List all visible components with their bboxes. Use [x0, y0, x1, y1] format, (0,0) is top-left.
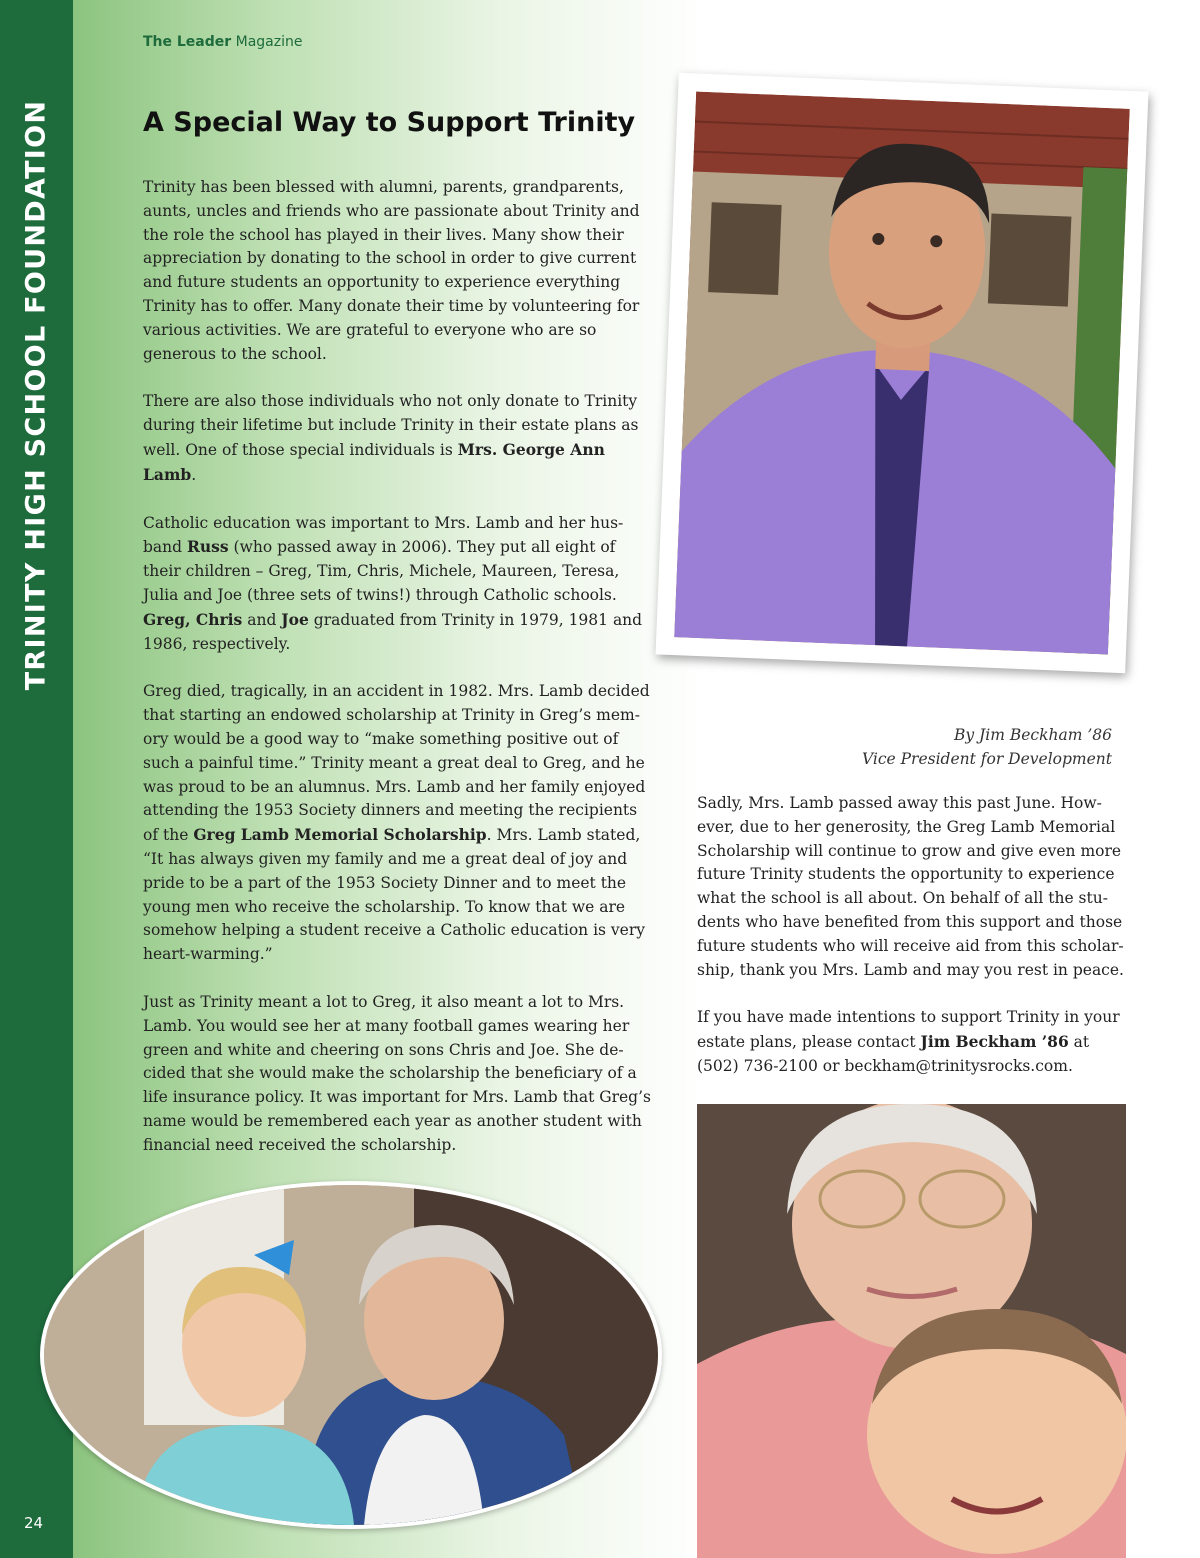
sidebar-title: TRINITY HIGH SCHOOL FOUNDATION	[20, 99, 52, 691]
paragraph-2	[143, 390, 653, 487]
byline	[740, 723, 1112, 771]
p4-text-a: Greg died, tragically, in an accident in 1982. Mrs. Lamb decided that starting an endowed scholarship at Trinity in Greg’s mem-ory would be a good way to “make something positive out of such a painful time.” Trinity meant a great deal to Greg, and he was proud to be an alumnus. Mrs. Lamb and her family enjoyed attending the 1953 Society dinners and meeting the recipients of the	[143, 682, 650, 845]
page-number: 24	[24, 1514, 44, 1532]
portrait-photo	[674, 92, 1130, 655]
paragraph-1: Trinity has been blessed with alumni, parents, grandparents, aunts, uncles and friends who are passionate about Trinity and the role the school has played in their lives. Many show their appreciation by donating to the school in order to give current and future students an opportunity to experience everything Trinity has to offer. Many donate their time by volunteering for various activities. We are grateful to everyone who are so generous to the school.	[143, 178, 640, 363]
p2-text: There are also those individuals who not only donate to Trinity during their lifetime but include Trinity in their estate plans as well. One of those special individuals is	[143, 392, 639, 459]
p3-russ: Russ	[187, 537, 229, 557]
article-left-column	[143, 176, 653, 1181]
p7-text-b: at (502) 736-2100 or beckham@trinitysrocks.com.	[697, 1033, 1090, 1075]
paragraph-3	[143, 512, 653, 657]
portrait-photo-frame	[656, 73, 1149, 673]
p4-scholarship: Greg Lamb Memorial Scholarship	[193, 825, 487, 845]
p3-text-b: (who passed away in 2006). They put all eight of their children – Greg, Tim, Chris, Michele, Maureen, Teresa, Julia and Joe (three sets of twins!) through Catholic schools.	[143, 538, 620, 604]
magazine-name	[143, 34, 302, 50]
byline-role: Vice President for Development	[861, 750, 1112, 768]
photo-grandmother-grandson	[697, 1104, 1126, 1558]
oval-photo-grandmother-granddaughter	[40, 1181, 662, 1529]
p3-and: and	[242, 610, 282, 629]
oval-photo-illustration	[44, 1185, 658, 1525]
paragraph-5: Just as Trinity meant a lot to Greg, it also meant a lot to Mrs. Lamb. You would see her at many football games wearing her green and white and cheering on sons Chris and Joe. She de-cided that she would make the scholarship the beneficiary of a life insurance policy. It was important for Mrs. Lamb that Greg’s name would be remembered each year as another student with financial need received the scholarship.	[143, 992, 651, 1154]
magazine-name-bold: The Leader	[143, 34, 232, 50]
p2-end: .	[191, 465, 197, 484]
p7-text-a: If you have made intentions to support Trinity in your estate plans, please contact	[697, 1008, 1120, 1052]
p2-name: Mrs. George Ann Lamb	[143, 439, 605, 484]
p3-sons: Greg, Chris	[143, 609, 243, 629]
paragraph-7	[697, 1006, 1127, 1078]
page-title: A Special Way to Support Trinity	[143, 107, 636, 138]
magazine-name-rest: Magazine	[231, 34, 303, 50]
paragraph-4	[143, 680, 653, 967]
p3-text-a: Catholic education was important to Mrs. Lamb and her hus-band	[143, 513, 624, 557]
p3-text-c: graduated from Trinity in 1979, 1981 and 1986, respectively.	[143, 610, 643, 653]
p7-contact: Jim Beckham ’86	[920, 1032, 1069, 1052]
byline-name: By Jim Beckham ’86	[953, 726, 1112, 744]
paragraph-6: Sadly, Mrs. Lamb passed away this past June. How-ever, due to her generosity, the Greg Lamb Memorial Scholarship will continue to grow and give even more future Trinity students the opportunity to experience what the school is all about. On behalf of all the stu-dents who have benefited from this support and those future students who will receive aid from this scholar-ship, thank you Mrs. Lamb and may you rest in peace.	[697, 794, 1124, 979]
rect-photo-illustration	[697, 1104, 1126, 1558]
p4-text-b: . Mrs. Lamb stated, “It has always given my family and me a great deal of joy and pride to be a part of the 1953 Society Dinner and to meet the young men who receive the scholarship. To know that we are somehow helping a student receive a Catholic education is very heart-warming.”	[143, 826, 646, 964]
p3-joe: Joe	[281, 609, 309, 629]
article-right-column	[697, 792, 1127, 1103]
